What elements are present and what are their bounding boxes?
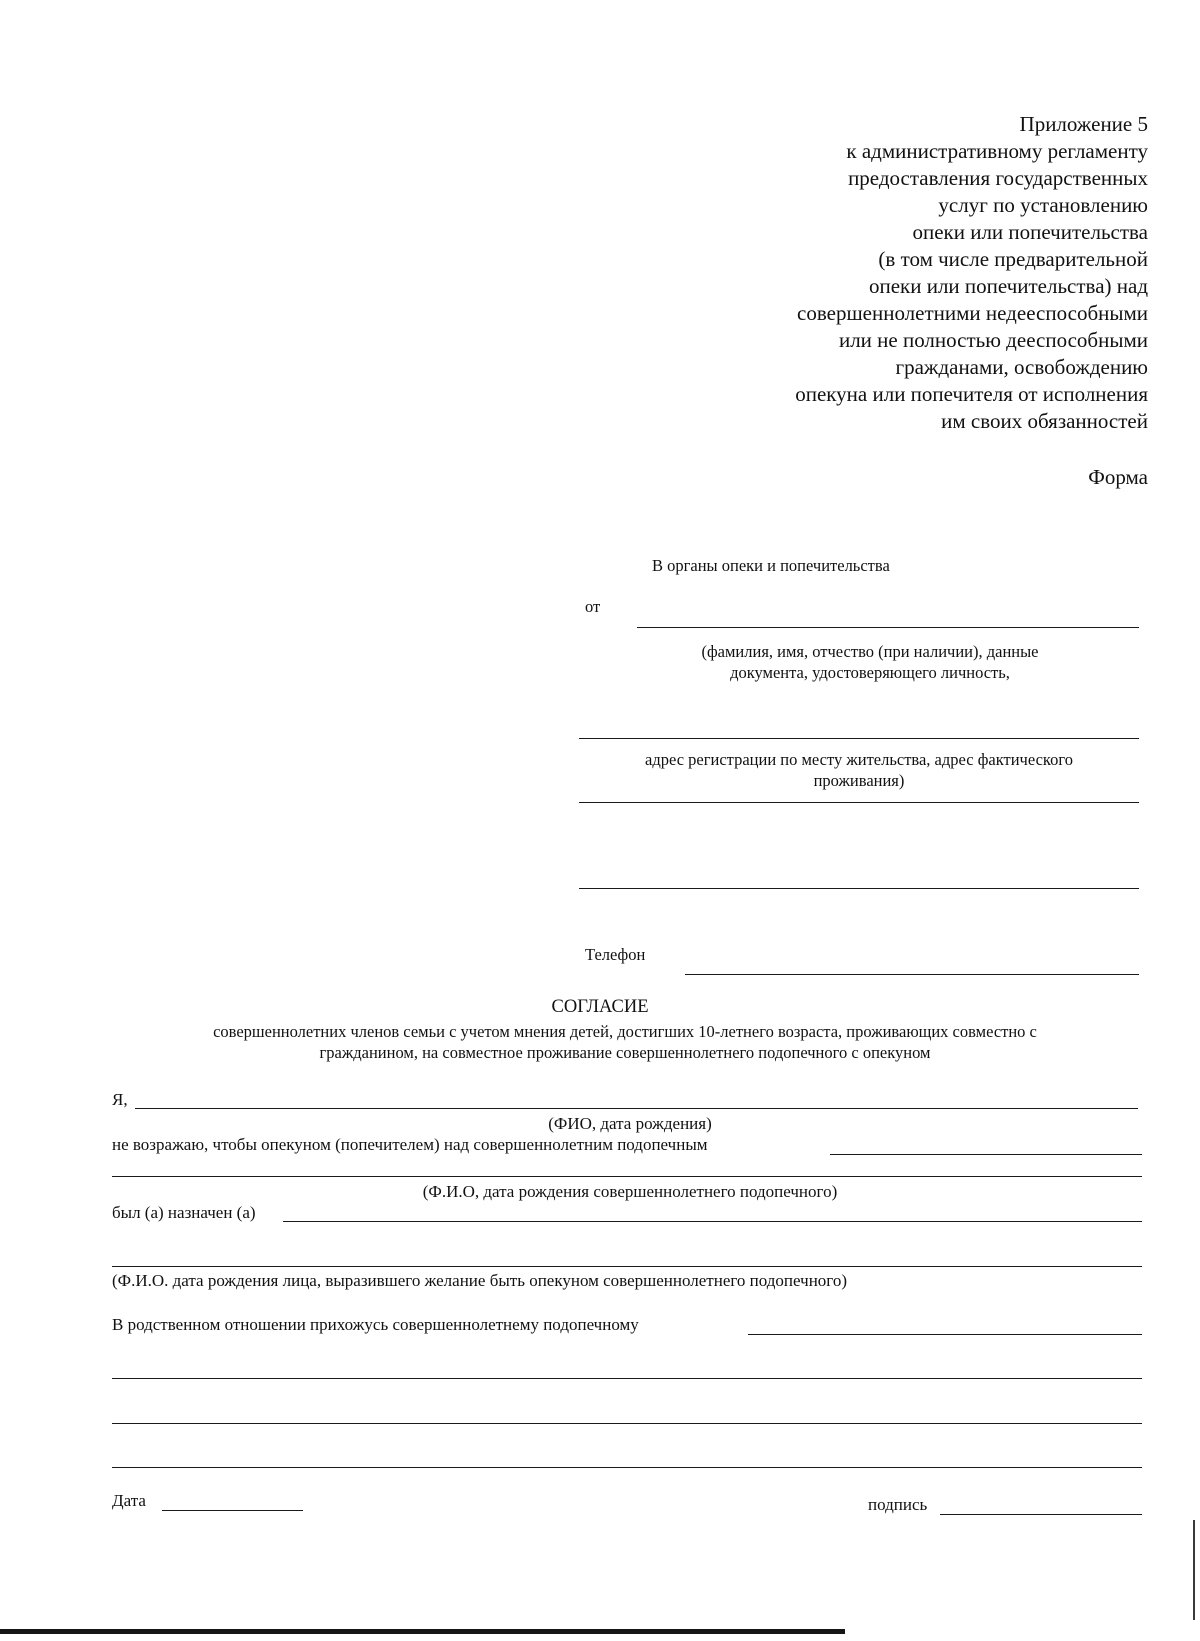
consent-subtitle <box>100 1021 1150 1063</box>
address-field-2[interactable] <box>579 888 1139 889</box>
date-field[interactable] <box>162 1510 303 1511</box>
caption-guardian: (Ф.И.О. дата рождения лица, выразившего желание быть опекуном совершеннолетнего подопечного) <box>112 1271 848 1290</box>
appendix-line: или не полностью дееспособными <box>838 328 1148 352</box>
caption-name-line: (фамилия, имя, отчество (при наличии), данные <box>701 642 1039 661</box>
guardian-field[interactable] <box>283 1221 1142 1222</box>
relation-field-2[interactable] <box>112 1378 1142 1379</box>
phone-field[interactable] <box>685 974 1139 975</box>
appendix-line: совершеннолетними недееспособными <box>797 301 1148 325</box>
scan-edge-right <box>1193 1520 1195 1620</box>
appointed-text: был (а) назначен (а) <box>112 1203 256 1222</box>
consent-subtitle-line: гражданином, на совместное проживание совершеннолетнего подопечного с опекуном <box>319 1043 931 1062</box>
ward-field-2[interactable] <box>112 1176 1142 1177</box>
from-label: от <box>585 597 601 616</box>
relation-field-3[interactable] <box>112 1423 1142 1424</box>
form-label: Форма <box>1088 465 1148 489</box>
appendix-line: (в том числе предварительной <box>878 247 1148 271</box>
appendix-line: опеки или попечительства <box>912 220 1148 244</box>
caption-address <box>579 749 1139 791</box>
appendix-header <box>795 111 1148 435</box>
phone-label: Телефон <box>585 945 646 964</box>
fio-field[interactable] <box>135 1108 1138 1109</box>
ward-field[interactable] <box>830 1154 1142 1155</box>
appendix-line: Приложение 5 <box>1019 112 1148 136</box>
scan-edge-bottom <box>0 1629 845 1634</box>
appendix-line: опеки или попечительства) над <box>868 274 1148 298</box>
no-objection-text: не возражаю, чтобы опекуном (попечителем) над совершеннолетним подопечным <box>112 1135 708 1154</box>
relation-text: В родственном отношении прихожусь совершеннолетнему подопечному <box>112 1315 639 1334</box>
appendix-line: предоставления государственных <box>848 166 1148 190</box>
identity-document-field[interactable] <box>579 738 1139 739</box>
signature-label: подпись <box>868 1495 928 1514</box>
addressee-to: В органы опеки и попечительства <box>652 556 890 575</box>
address-field[interactable] <box>579 802 1139 803</box>
i-label: Я, <box>112 1090 128 1109</box>
caption-address-line: адрес регистрации по месту жительства, адрес фактического <box>645 750 1073 769</box>
relation-field[interactable] <box>748 1334 1142 1335</box>
date-label: Дата <box>112 1491 146 1510</box>
caption-name <box>600 641 1140 683</box>
caption-address-line: проживания) <box>813 771 905 790</box>
consent-subtitle-line: совершеннолетних членов семьи с учетом мнения детей, достигших 10-летнего возраста, проживающих совместно с <box>213 1022 1037 1041</box>
signature-field[interactable] <box>940 1514 1142 1515</box>
caption-name-line: документа, удостоверяющего личность, <box>730 663 1010 682</box>
caption-ward: (Ф.И.О, дата рождения совершеннолетнего подопечного) <box>422 1182 838 1201</box>
caption-fio: (ФИО, дата рождения) <box>548 1114 712 1133</box>
guardian-field-2[interactable] <box>112 1266 1142 1267</box>
relation-field-4[interactable] <box>112 1467 1142 1468</box>
appendix-line: опекуна или попечителя от исполнения <box>795 382 1148 406</box>
appendix-line: к административному регламенту <box>846 139 1148 163</box>
appendix-line: им своих обязанностей <box>941 409 1148 433</box>
consent-title: СОГЛАСИЕ <box>551 997 649 1017</box>
appendix-line: услуг по установлению <box>938 193 1148 217</box>
from-name-field[interactable] <box>637 627 1139 628</box>
appendix-line: гражданами, освобождению <box>895 355 1148 379</box>
